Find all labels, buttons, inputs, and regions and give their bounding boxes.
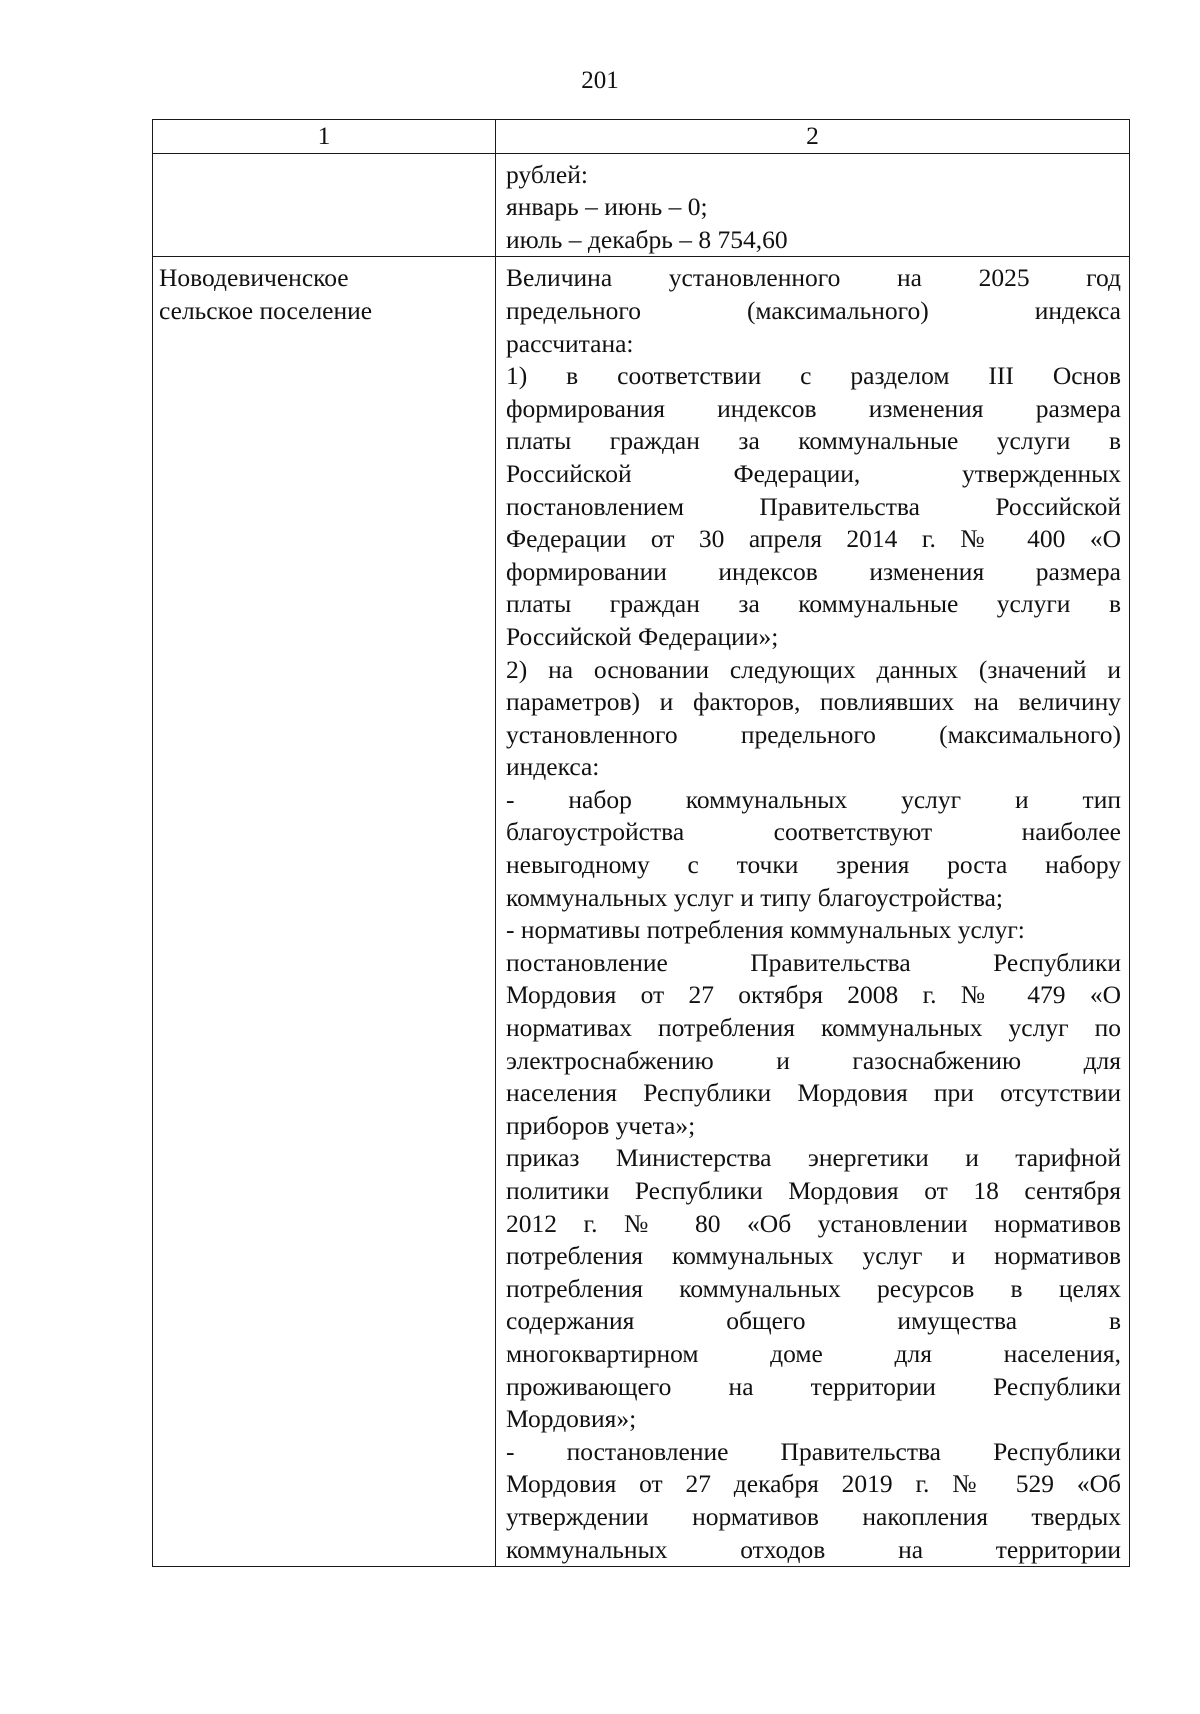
row2-col2-cell [496,257,1130,1567]
text-line: населения Республики Мордовия при отсутствии [506,1078,1121,1108]
text-line: формирования индексов изменения размера [506,393,1121,423]
text-line: 2012 г. № 80 «Об установлении нормативов [506,1208,1121,1238]
text-line: многоквартирном доме для населения, [506,1338,1121,1368]
text-line: потребления коммунальных ресурсов в целях [506,1273,1121,1303]
text-line: платы граждан за коммунальные услуги в [506,426,1121,456]
text-line: июль – декабрь – 8 754,60 [506,224,788,254]
text-line: Российской Федерации»; [506,621,779,651]
text-line: 2) на основании следующих данных (значений и [506,654,1121,684]
text-line: постановление Правительства Республики [506,947,1121,977]
text-line: содержания общего имущества в [506,1306,1121,1336]
settlement-name-line: сельское поселение [159,295,373,325]
row1-col1-cell [153,153,496,257]
text-line: благоустройства соответствуют наиболее [506,817,1121,847]
text-line: формировании индексов изменения размера [506,556,1121,586]
text-line: платы граждан за коммунальные услуги в [506,589,1121,619]
page-number: 201 [581,67,619,94]
document-table [152,119,1130,1567]
text-line: приборов учета»; [506,1110,696,1140]
text-line: 1) в соответствии с разделом III Основ [506,361,1121,391]
text-line: параметров) и факторов, повлиявших на величину [506,687,1121,717]
row2-col1-cell [153,257,496,1567]
table-row [153,153,1130,257]
table-header-row [153,120,1130,154]
row1-col2-cell [496,153,1130,257]
text-line: коммунальных услуг и типу благоустройства; [506,882,1004,912]
text-line: проживающего на территории Республики [506,1371,1121,1401]
text-line: Мордовия от 27 октября 2008 г. № 479 «О [506,980,1121,1010]
text-line: Российской Федерации, утвержденных [506,458,1121,488]
text-line: январь – июнь – 0; [506,192,708,222]
text-line: Мордовия от 27 декабря 2019 г. № 529 «Об [506,1469,1121,1499]
text-line: политики Республики Мордовия от 18 сентября [506,1176,1121,1205]
text-line: электроснабжению и газоснабжению для [506,1045,1121,1075]
text-line: - нормативы потребления коммунальных услуг: [506,915,1025,945]
text-line: постановлением Правительства Российской [506,491,1121,521]
text-line: Федерации от 30 апреля 2014 г. № 400 «О [506,524,1121,554]
settlement-name-line: Новодевиченское [159,263,349,293]
text-line: - набор коммунальных услуг и тип [506,784,1121,814]
text-line: индекса: [506,752,600,782]
text-line: приказ Министерства энергетики и тарифной [506,1143,1121,1173]
text-line: нормативах потребления коммунальных услуг по [506,1013,1121,1043]
text-line: Величина установленного на 2025 год [506,263,1121,293]
text-line: невыгодному с точки зрения роста набору [506,850,1121,880]
text-line: рассчитана: [506,328,634,358]
text-line: утверждении нормативов накопления твердых [506,1501,1121,1531]
text-line: Мордовия»; [506,1404,637,1434]
text-line: предельного (максимального) индекса [506,295,1121,325]
text-line: - постановление Правительства Республики [506,1436,1121,1466]
table-row [153,257,1130,1567]
header-cell-1: 1 [153,120,496,154]
header-cell-2: 2 [496,120,1130,154]
text-line: потребления коммунальных услуг и нормативов [506,1241,1121,1271]
text-line: коммунальных отходов на территории [506,1534,1121,1564]
text-line: установленного предельного (максимального) [506,719,1121,749]
text-line: рублей: [506,159,588,189]
